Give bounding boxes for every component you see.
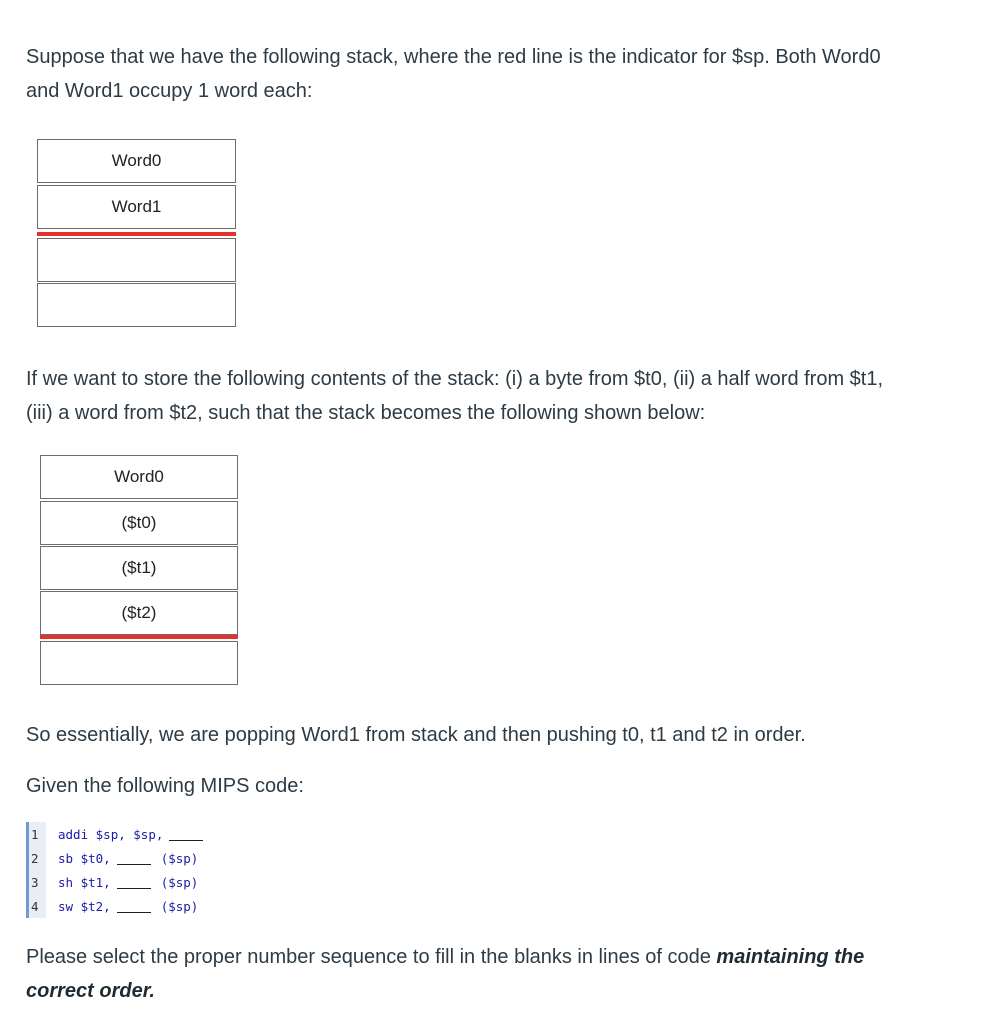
stack-diagram-result — [40, 455, 238, 687]
intro-line-2: and Word1 occupy 1 word each: — [26, 80, 313, 102]
middle-line-2: (iii) a word from $t2, such that the stack becomes the following shown below: — [26, 402, 706, 424]
stack-diagram-initial — [37, 139, 236, 329]
code-line — [26, 822, 276, 846]
fill-blank — [117, 852, 151, 865]
code-op: sw — [58, 898, 74, 914]
fill-blank — [117, 900, 151, 913]
instruction-line-1 — [26, 940, 864, 974]
line-number: 4 — [26, 894, 46, 918]
sp-indicator-line — [40, 635, 238, 639]
stack-cell — [37, 238, 236, 282]
line-number: 3 — [26, 870, 46, 894]
stack-cell: ($t0) — [40, 501, 238, 545]
stack-cell: ($t1) — [40, 546, 238, 590]
stack-cell: ($t2) — [40, 591, 238, 635]
code-line — [26, 846, 276, 870]
middle-line-1: If we want to store the following contents of the stack: (i) a byte from $t0, (ii) a half word from $t1, — [26, 368, 884, 390]
stack-cell: Word1 — [37, 185, 236, 229]
code-line — [26, 870, 276, 894]
code-args: $t0, — [80, 850, 111, 866]
fill-blank — [169, 828, 203, 841]
code-op: addi — [58, 826, 89, 842]
code-suffix: ($sp) — [160, 898, 199, 914]
intro-line-1: Suppose that we have the following stack, where the red line is the indicator for $sp. Both Word0 — [26, 46, 881, 68]
given-text: Given the following MIPS code: — [26, 775, 304, 797]
instruction-text: Please select the proper number sequence to fill in the blanks in lines of code — [26, 946, 717, 968]
mips-code-block — [26, 822, 276, 918]
code-suffix: ($sp) — [160, 850, 199, 866]
code-line — [26, 894, 276, 918]
code-args: $t2, — [80, 898, 111, 914]
code-args: $sp, $sp, — [95, 826, 164, 842]
code-args: $t1, — [80, 874, 111, 890]
stack-cell — [37, 283, 236, 327]
stack-cell — [40, 641, 238, 685]
fill-blank — [117, 876, 151, 889]
instruction-emphasis: maintaining the — [716, 946, 865, 968]
stack-cell: Word0 — [40, 455, 238, 499]
line-number: 2 — [26, 846, 46, 870]
line-number: 1 — [26, 822, 46, 846]
stack-cell: Word0 — [37, 139, 236, 183]
summary-text: So essentially, we are popping Word1 from stack and then pushing t0, t1 and t2 in order. — [26, 724, 806, 746]
code-op: sh — [58, 874, 74, 890]
instruction-emphasis: correct order. — [26, 980, 155, 1002]
sp-indicator-line — [37, 232, 236, 236]
code-suffix: ($sp) — [160, 874, 199, 890]
code-op: sb — [58, 850, 74, 866]
instruction-line-2 — [26, 974, 155, 1008]
